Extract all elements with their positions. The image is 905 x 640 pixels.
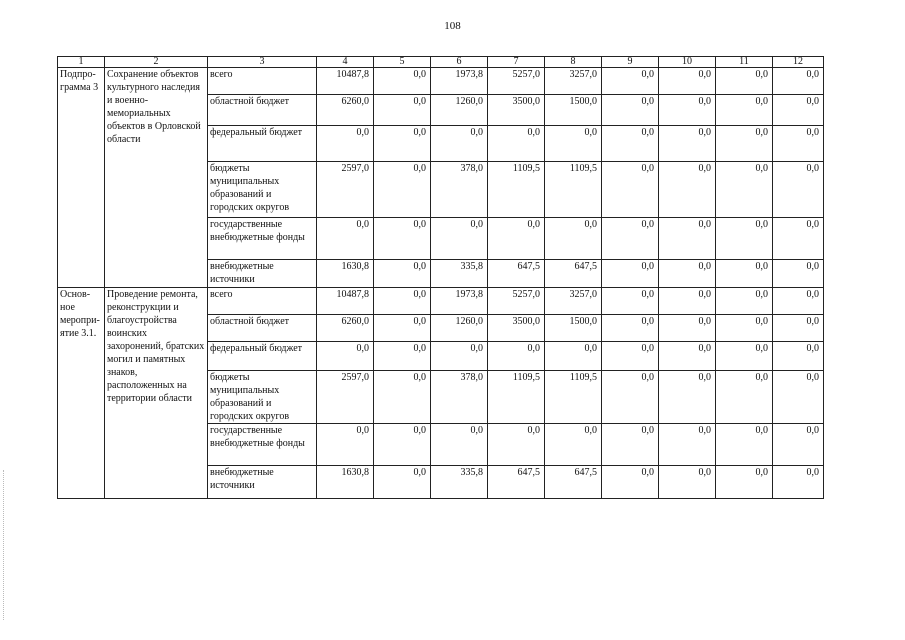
funding-source-cell: внебюджетные источники <box>208 466 317 499</box>
value-cell-col-10: 0,0 <box>659 260 716 288</box>
value-cell-col-6: 0,0 <box>431 218 488 260</box>
value-cell-col-12: 0,0 <box>773 95 824 126</box>
table-row <box>58 68 824 95</box>
value-cell-col-8: 3257,0 <box>545 288 602 315</box>
value-cell-col-6: 335,8 <box>431 260 488 288</box>
program-code-cell: Основ-ное меропри-ятие 3.1. <box>58 288 105 499</box>
value-cell-col-12: 0,0 <box>773 342 824 371</box>
column-header-10: 10 <box>659 57 716 68</box>
value-cell-col-5: 0,0 <box>374 68 431 95</box>
budget-table <box>57 56 824 499</box>
column-header-6: 6 <box>431 57 488 68</box>
value-cell-col-9: 0,0 <box>602 126 659 162</box>
value-cell-col-10: 0,0 <box>659 466 716 499</box>
value-cell-col-9: 0,0 <box>602 218 659 260</box>
value-cell-col-9: 0,0 <box>602 162 659 218</box>
value-cell-col-7: 1109,5 <box>488 162 545 218</box>
value-cell-col-7: 0,0 <box>488 218 545 260</box>
value-cell-col-4: 0,0 <box>317 424 374 466</box>
value-cell-col-11: 0,0 <box>716 288 773 315</box>
value-cell-col-9: 0,0 <box>602 371 659 424</box>
value-cell-col-12: 0,0 <box>773 288 824 315</box>
value-cell-col-11: 0,0 <box>716 260 773 288</box>
header-row <box>58 57 824 68</box>
funding-source-cell: областной бюджет <box>208 315 317 342</box>
value-cell-col-12: 0,0 <box>773 218 824 260</box>
value-cell-col-8: 1109,5 <box>545 162 602 218</box>
value-cell-col-10: 0,0 <box>659 218 716 260</box>
column-header-8: 8 <box>545 57 602 68</box>
value-cell-col-4: 0,0 <box>317 126 374 162</box>
value-cell-col-5: 0,0 <box>374 342 431 371</box>
value-cell-col-11: 0,0 <box>716 162 773 218</box>
value-cell-col-10: 0,0 <box>659 95 716 126</box>
value-cell-col-6: 1973,8 <box>431 68 488 95</box>
value-cell-col-12: 0,0 <box>773 315 824 342</box>
value-cell-col-10: 0,0 <box>659 126 716 162</box>
value-cell-col-4: 6260,0 <box>317 95 374 126</box>
value-cell-col-9: 0,0 <box>602 424 659 466</box>
value-cell-col-5: 0,0 <box>374 466 431 499</box>
value-cell-col-6: 335,8 <box>431 466 488 499</box>
value-cell-col-11: 0,0 <box>716 218 773 260</box>
value-cell-col-5: 0,0 <box>374 162 431 218</box>
column-header-5: 5 <box>374 57 431 68</box>
value-cell-col-5: 0,0 <box>374 315 431 342</box>
value-cell-col-7: 647,5 <box>488 260 545 288</box>
value-cell-col-11: 0,0 <box>716 424 773 466</box>
value-cell-col-10: 0,0 <box>659 424 716 466</box>
value-cell-col-6: 1260,0 <box>431 315 488 342</box>
value-cell-col-10: 0,0 <box>659 342 716 371</box>
funding-source-cell: областной бюджет <box>208 95 317 126</box>
value-cell-col-10: 0,0 <box>659 162 716 218</box>
value-cell-col-8: 1500,0 <box>545 95 602 126</box>
value-cell-col-8: 0,0 <box>545 126 602 162</box>
value-cell-col-9: 0,0 <box>602 466 659 499</box>
funding-source-cell: всего <box>208 288 317 315</box>
value-cell-col-8: 647,5 <box>545 260 602 288</box>
funding-source-cell: федеральный бюджет <box>208 126 317 162</box>
value-cell-col-8: 0,0 <box>545 218 602 260</box>
value-cell-col-8: 3257,0 <box>545 68 602 95</box>
value-cell-col-6: 1973,8 <box>431 288 488 315</box>
value-cell-col-7: 0,0 <box>488 424 545 466</box>
value-cell-col-9: 0,0 <box>602 95 659 126</box>
value-cell-col-5: 0,0 <box>374 288 431 315</box>
value-cell-col-4: 0,0 <box>317 218 374 260</box>
value-cell-col-9: 0,0 <box>602 315 659 342</box>
value-cell-col-12: 0,0 <box>773 466 824 499</box>
value-cell-col-12: 0,0 <box>773 260 824 288</box>
funding-source-cell: внебюджетные источники <box>208 260 317 288</box>
value-cell-col-4: 2597,0 <box>317 162 374 218</box>
value-cell-col-6: 0,0 <box>431 126 488 162</box>
value-cell-col-7: 1109,5 <box>488 371 545 424</box>
column-header-2: 2 <box>105 57 208 68</box>
value-cell-col-9: 0,0 <box>602 68 659 95</box>
value-cell-col-11: 0,0 <box>716 95 773 126</box>
value-cell-col-7: 3500,0 <box>488 95 545 126</box>
value-cell-col-10: 0,0 <box>659 288 716 315</box>
value-cell-col-12: 0,0 <box>773 126 824 162</box>
column-header-3: 3 <box>208 57 317 68</box>
value-cell-col-10: 0,0 <box>659 371 716 424</box>
value-cell-col-5: 0,0 <box>374 260 431 288</box>
value-cell-col-12: 0,0 <box>773 371 824 424</box>
value-cell-col-11: 0,0 <box>716 466 773 499</box>
value-cell-col-4: 1630,8 <box>317 466 374 499</box>
page-number: 108 <box>444 20 461 32</box>
value-cell-col-6: 378,0 <box>431 371 488 424</box>
value-cell-col-4: 0,0 <box>317 342 374 371</box>
value-cell-col-5: 0,0 <box>374 95 431 126</box>
value-cell-col-7: 647,5 <box>488 466 545 499</box>
value-cell-col-7: 5257,0 <box>488 68 545 95</box>
value-cell-col-9: 0,0 <box>602 288 659 315</box>
value-cell-col-5: 0,0 <box>374 424 431 466</box>
value-cell-col-12: 0,0 <box>773 162 824 218</box>
value-cell-col-9: 0,0 <box>602 260 659 288</box>
program-title-cell: Проведение ремонта, реконструкции и благоустройства воинских захоронений, братских могил и памятных знаков, расположенных на территории области <box>105 288 208 499</box>
value-cell-col-10: 0,0 <box>659 68 716 95</box>
table-body <box>58 68 824 499</box>
value-cell-col-12: 0,0 <box>773 424 824 466</box>
column-header-11: 11 <box>716 57 773 68</box>
funding-source-cell: государственные внебюджетные фонды <box>208 218 317 260</box>
value-cell-col-11: 0,0 <box>716 315 773 342</box>
value-cell-col-5: 0,0 <box>374 126 431 162</box>
value-cell-col-7: 3500,0 <box>488 315 545 342</box>
column-header-12: 12 <box>773 57 824 68</box>
value-cell-col-12: 0,0 <box>773 68 824 95</box>
column-header-7: 7 <box>488 57 545 68</box>
value-cell-col-4: 2597,0 <box>317 371 374 424</box>
value-cell-col-8: 1109,5 <box>545 371 602 424</box>
value-cell-col-6: 378,0 <box>431 162 488 218</box>
funding-source-cell: бюджеты муниципальных образований и городских округов <box>208 162 317 218</box>
program-code-cell: Подпро-грамма 3 <box>58 68 105 288</box>
column-header-9: 9 <box>602 57 659 68</box>
value-cell-col-4: 10487,8 <box>317 288 374 315</box>
value-cell-col-8: 1500,0 <box>545 315 602 342</box>
value-cell-col-8: 0,0 <box>545 424 602 466</box>
funding-source-cell: всего <box>208 68 317 95</box>
column-header-4: 4 <box>317 57 374 68</box>
value-cell-col-11: 0,0 <box>716 68 773 95</box>
value-cell-col-4: 6260,0 <box>317 315 374 342</box>
value-cell-col-8: 0,0 <box>545 342 602 371</box>
value-cell-col-11: 0,0 <box>716 126 773 162</box>
value-cell-col-10: 0,0 <box>659 315 716 342</box>
value-cell-col-7: 0,0 <box>488 342 545 371</box>
value-cell-col-5: 0,0 <box>374 371 431 424</box>
value-cell-col-6: 0,0 <box>431 424 488 466</box>
value-cell-col-9: 0,0 <box>602 342 659 371</box>
value-cell-col-7: 0,0 <box>488 126 545 162</box>
value-cell-col-11: 0,0 <box>716 371 773 424</box>
value-cell-col-7: 5257,0 <box>488 288 545 315</box>
value-cell-col-6: 1260,0 <box>431 95 488 126</box>
program-title-cell: Сохранение объектов культурного наследия и военно-мемориальных объектов в Орловской области <box>105 68 208 288</box>
funding-source-cell: бюджеты муниципальных образований и городских округов <box>208 371 317 424</box>
funding-source-cell: федеральный бюджет <box>208 342 317 371</box>
value-cell-col-8: 647,5 <box>545 466 602 499</box>
value-cell-col-5: 0,0 <box>374 218 431 260</box>
scan-edge-marks <box>3 470 5 620</box>
value-cell-col-4: 1630,8 <box>317 260 374 288</box>
table-row <box>58 288 824 315</box>
value-cell-col-11: 0,0 <box>716 342 773 371</box>
value-cell-col-6: 0,0 <box>431 342 488 371</box>
column-header-1: 1 <box>58 57 105 68</box>
value-cell-col-4: 10487,8 <box>317 68 374 95</box>
funding-source-cell: государственные внебюджетные фонды <box>208 424 317 466</box>
